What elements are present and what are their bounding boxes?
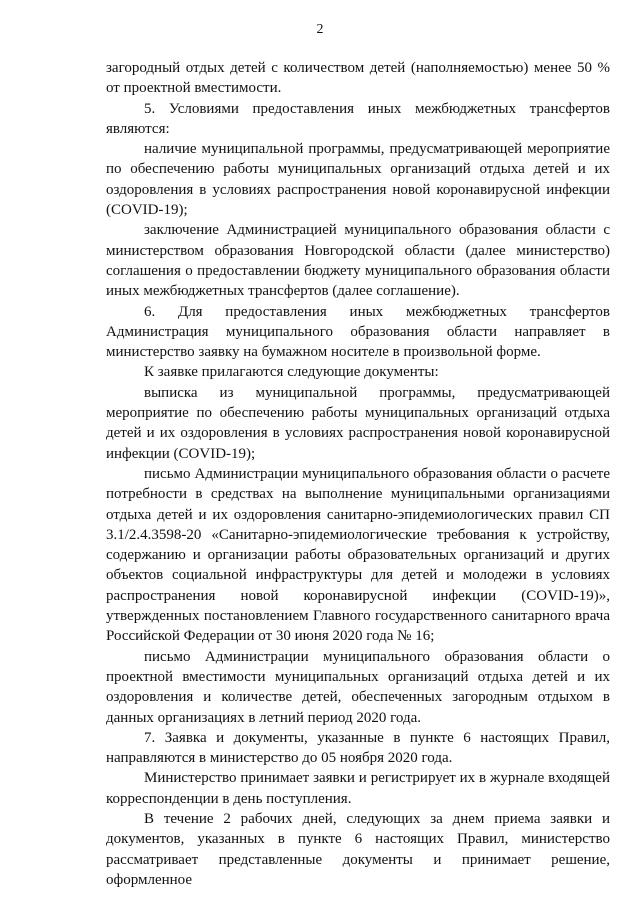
paragraph: 5. Условиями предоставления иных межбюджетных трансфертов являются: xyxy=(106,100,610,137)
paragraph: заключение Администрацией муниципального образования области с министерством образования Новгородской области (далее министерство) соглашения о предоставлении бюджету муниципального образования области иных межбюджетных трансфертов (далее соглашение). xyxy=(106,222,610,300)
document-body xyxy=(106,58,610,890)
paragraph: 6. Для предоставления иных межбюджетных трансфертов Администрация муниципального образования области направляет в министерство заявку на бумажном носителе в произвольной форме. xyxy=(106,303,610,361)
paragraph: письмо Администрации муниципального образования области о проектной вместимости муниципальных организаций отдыха детей и их оздоровления и количестве детей, обеспеченных загородным отдыхом в данных организациях в летний период 2020 года. xyxy=(106,648,610,726)
paragraph: загородный отдых детей с количеством детей (наполняемостью) менее 50 % от проектной вместимости. xyxy=(106,60,610,97)
paragraph: выписка из муниципальной программы, предусматривающей мероприятие по обеспечению работы муниципальных организаций отдыха детей и их оздоровления в условиях распространения новой коронавирусной инфекции (COVID-19); xyxy=(106,384,610,462)
paragraph: 7. Заявка и документы, указанные в пункте 6 настоящих Правил, направляются в министерство до 05 ноября 2020 года. xyxy=(106,729,610,767)
paragraph: В течение 2 рабочих дней, следующих за днем приема заявки и документов, указанных в пункте 6 настоящих Правил, министерство рассматривает представленные документы и принимает решение, оформленное xyxy=(106,810,610,888)
paragraph: письмо Администрации муниципального образования области о расчете потребности в средствах на выполнение муниципальными организациями отдыха детей и их оздоровления санитарно-эпидемиологических правил СП 3.1/2.4.3598-20 «Санитарно-эпидемиологические требования к устройству, содержанию и организации работы образовательных организаций и других объектов социальной инфраструктуры для детей и молодежи в условиях распространения новой коронавирусной инфекции (COVID-19)», утвержденных постановлением Главного государственного санитарного врача Российской Федерации от 30 июня 2020 года № 16; xyxy=(106,465,610,645)
page-number: 2 xyxy=(316,22,324,37)
paragraph: К заявке прилагаются следующие документы: xyxy=(144,364,439,381)
paragraph: Министерство принимает заявки и регистрирует их в журнале входящей корреспонденции в день поступления. xyxy=(106,770,610,807)
paragraph: наличие муниципальной программы, предусматривающей мероприятие по обеспечению работы муниципальных организаций отдыха детей и их оздоровления в условиях распространения новой коронавирусной инфекции (COVID-19); xyxy=(106,141,610,219)
